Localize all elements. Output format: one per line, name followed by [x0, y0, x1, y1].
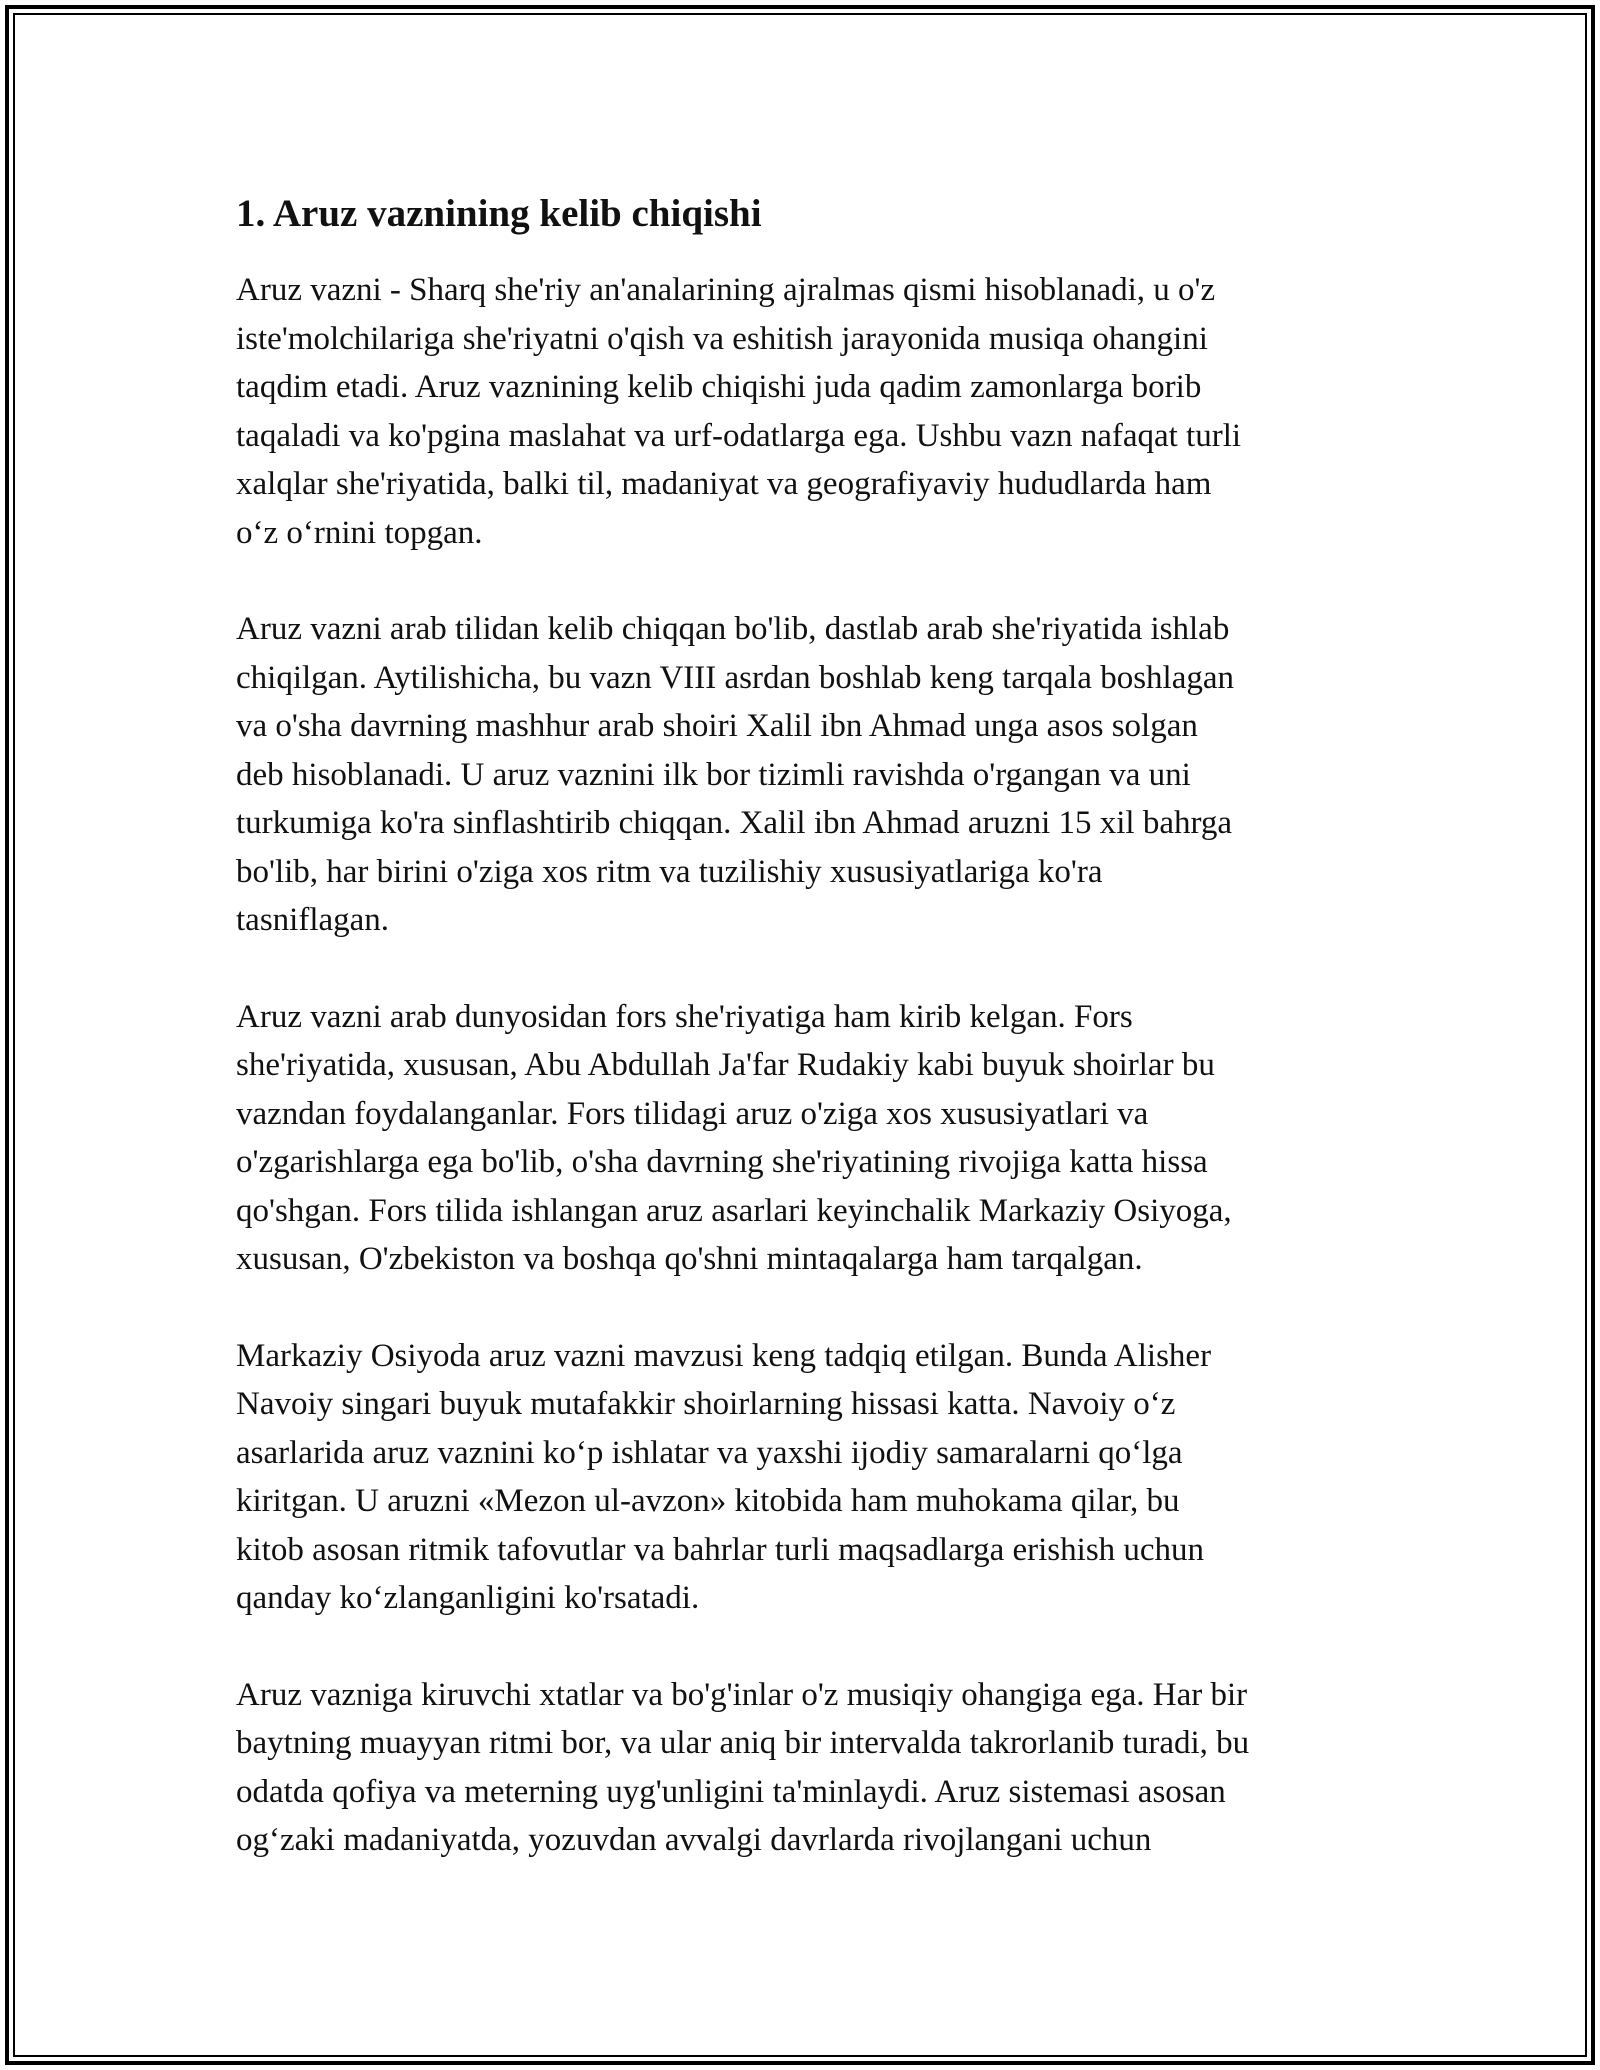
paragraph: Markaziy Osiyoda aruz vazni mavzusi keng tadqiq etilgan. Bunda Alisher Navoiy singari buyuk mutafakkir shoirlarning hissasi katta. Navoiy o‘z asarlarida aruz vaznini ko‘p ishlatar va yaxshi ijodiy samaralarni qo‘lga kiritgan. U aruzni «Mezon ul-avzon» kitobida ham muhokama qilar, bu kitob asosan ritmik tafovutlar va bahrlar turli maqsadlarga erishish uchun qanday ko‘zlanganligini ko'rsatadi. [236, 1337, 1212, 1616]
paragraph: Aruz vazni arab tilidan kelib chiqqan bo'lib, dastlab arab she'riyatida ishlab chiqilgan. Aytilishicha, bu vazn VIII asrdan boshlab keng tarqala boshlagan va o'sha davrning mashhur arab shoiri Xalil ibn Ahmad unga asos solgan deb hisoblanadi. U aruz vaznini ilk bor tizimli ravishda o'rgangan va uni turkumiga ko'ra sinflashtirib chiqqan. Xalil ibn Ahmad aruzni 15 xil bahrga bo'lib, har birini o'ziga xos ritm va tuzilishiy xususiyatlariga ko'ra tasniflagan. [236, 611, 1235, 938]
document-body [236, 186, 1386, 1913]
paragraph: Aruz vazni - Sharq she'riy an'analarining ajralmas qismi hisoblanadi, u o'z iste'molchilariga she'riyatni o'qish va eshitish jarayonida musiqa ohangini taqdim etadi. Aruz vaznining kelib chiqishi juda qadim zamonlarga borib taqaladi va ko'pgina maslahat va urf-odatlarga ega. Ushbu vazn nafaqat turli xalqlar she'riyatida, balki til, madaniyat va geografiyaviy hududlarda ham o‘z o‘rnini topgan. [236, 272, 1242, 551]
section-heading: 1. Aruz vaznining kelib chiqishi [236, 192, 762, 235]
paragraph: Aruz vazni arab dunyosidan fors she'riyatiga ham kirib kelgan. Fors she'riyatida, xususan, Abu Abdullah Ja'far Rudakiy kabi buyuk shoirlar bu vazndan foydalanganlar. Fors tilidagi aruz o'ziga xos xususiyatlari va o'zgarishlarga ega bo'lib, o'sha davrning she'riyatining rivojiga katta hissa qo'shgan. Fors tilida ishlangan aruz asarlari keyinchalik Markaziy Osiyoga, xususan, O'zbekiston va boshqa qo'shni mintaqalarga ham tarqalgan. [236, 998, 1232, 1277]
paragraph: Aruz vazniga kiruvchi xtatlar va bo'g'inlar o'z musiqiy ohangiga ega. Har bir baytning muayyan ritmi bor, va ular aniq bir intervalda takrorlanib turadi, bu odatda qofiya va meterning uyg'unligini ta'minlaydi. Aruz sistemasi asosan og‘zaki madaniyatda, yozuvdan avvalgi davrlarda rivojlangani uchun [236, 1676, 1250, 1858]
